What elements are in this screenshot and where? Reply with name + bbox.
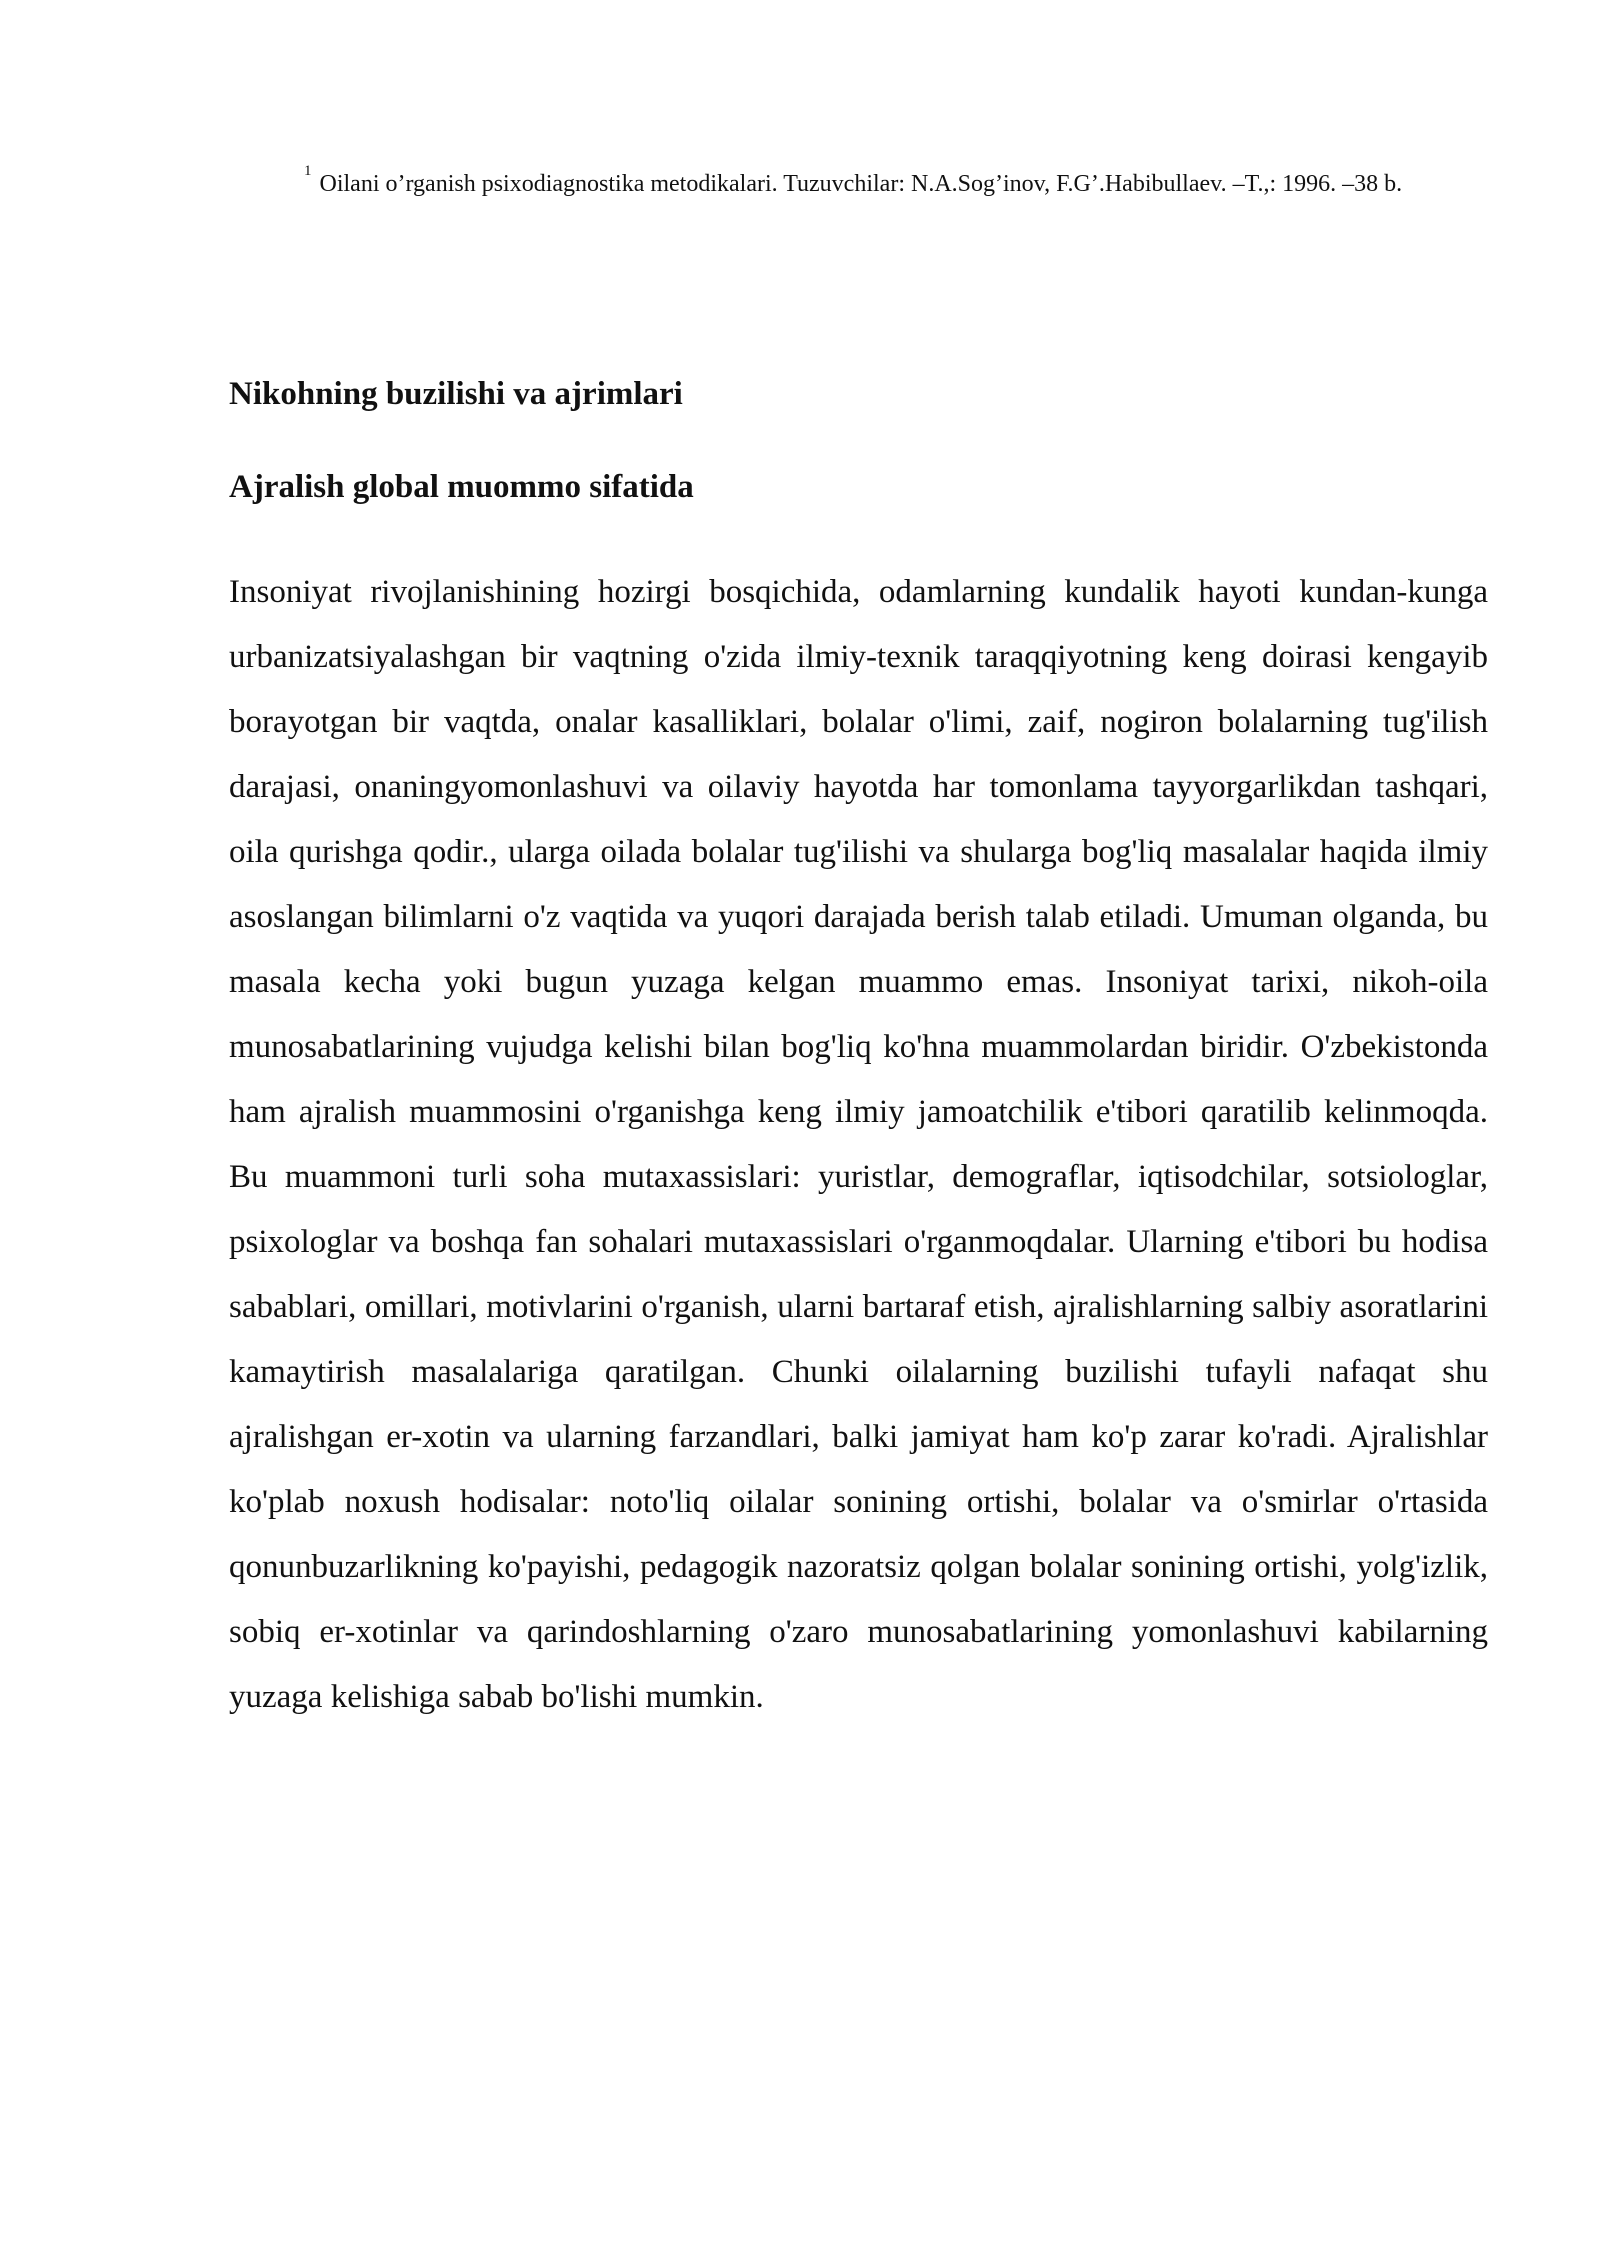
section-title: Nikohning buzilishi va ajrimlari xyxy=(229,376,683,412)
footnote-marker: 1 xyxy=(304,163,312,179)
subsection-title: Ajralish global muommo sifatida xyxy=(229,469,694,505)
footnote-text: Oilani o’rganish psixodiagnostika metodikalari. Tuzuvchilar: N.A.Sog’inov, F.G’.Habibullaev. –T.,: 1996. –38 b. xyxy=(319,171,1403,197)
body-paragraph: Insoniyat rivojlanishining hozirgi bosqichida, odamlarning kundalik hayoti kundan-kunga urbanizatsiyalashgan bir vaqtning o'zida ilmiy-texnik taraqqiyotning keng doirasi kengayib borayotgan bir vaqtda, onalar kasalliklari, bolalar o'limi, zaif, nogiron bolalarning tug'ilish darajasi, onaningyomonlashuvi va oilaviy hayotda har tomonlama tayyorgarlikdan tashqari, oila qurishga qodir., ularga oilada bolalar tug'ilishi va shularga bog'liq masalalar haqida ilmiy asoslangan bilimlarni o'z vaqtida va yuqori darajada berish talab etiladi. Umuman olganda, bu masala kecha yoki bugun yuzaga kelgan muammo emas. Insoniyat tarixi, nikoh-oila munosabatlarining vujudga kelishi bilan bog'liq ko'hna muammolardan biridir. O'zbekistonda ham ajralish muammosini o'rganishga keng ilmiy jamoatchilik e'tibori qaratilib kelinmoqda. Bu muammoni turli soha mutaxassislari: yuristlar, demograflar, iqtisodchilar, sotsiologlar, psixologlar va boshqa fan sohalari mutaxassislari o'rganmoqdalar. Ularning e'tibori bu hodisa sabablari, omillari, motivlarini o'rganish, ularni bartaraf etish, ajralishlarning salbiy asoratlarini kamaytirish masalalariga qaratilgan. Chunki oilalarning buzilishi tufayli nafaqat shu ajralishgan er-xotin va ularning farzandlari, balki jamiyat ham ko'p zarar ko'radi. Ajralishlar ko'plab noxush hodisalar: noto'liq oilalar sonining ortishi, bolalar va o'smirlar o'rtasida qonunbuzarlikning ko'payishi, pedagogik nazoratsiz qolgan bolalar sonining ortishi, yolg'izlik, sobiq er-xotinlar va qarindoshlarning o'zaro munosabatlarining yomonlashuvi kabilarning yuzaga kelishiga sabab bo'lishi mumkin. xyxy=(229,574,1488,1715)
footnote xyxy=(229,156,1488,212)
